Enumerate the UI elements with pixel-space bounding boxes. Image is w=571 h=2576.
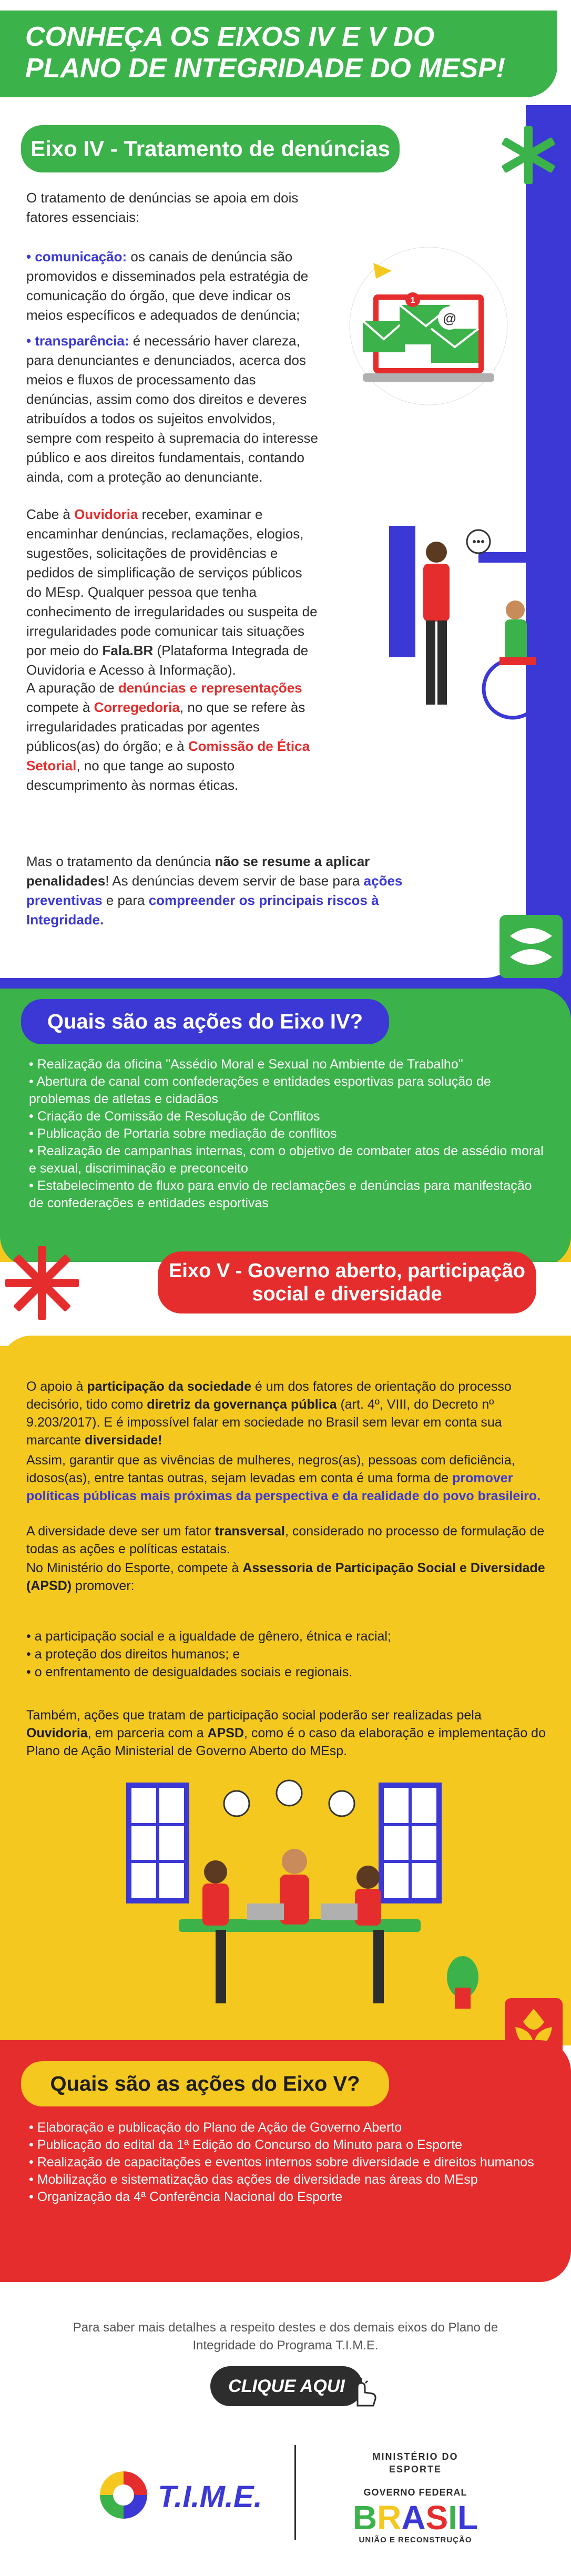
meeting-illustration xyxy=(116,1772,484,2014)
list-item-text: Estabelecimento de fluxo para envio de reclamações e denúncias para manifestação de confederações e entidades esportivas xyxy=(29,1178,532,1210)
text-run: promover: xyxy=(72,1579,135,1593)
text-run: Mas o tratamento da denúncia xyxy=(26,853,215,869)
email-laptop-illustration xyxy=(342,242,515,410)
eixo5-bullets xyxy=(26,1627,547,1681)
acoes4-list xyxy=(29,1056,549,1212)
text-run-emph: Ouvidoria xyxy=(26,1726,88,1740)
text-run-emph: promover políticas públicas mais próximas da perspectiva e da realidade do povo brasileiro. xyxy=(26,1471,541,1503)
text-run-emph: participação da sociedade xyxy=(87,1379,251,1394)
eixo4-paragraph-penalidades xyxy=(26,852,410,930)
eixo4-bullet-comunicacao: • comunicação: os canais de denúncia são promovidos e disseminados pela estratégia de comunicação do órgão, que deve indicar os meios específicos e adequados de denúncia; xyxy=(26,249,309,323)
ministerio-line1: MINISTÉRIO DO xyxy=(372,2451,458,2462)
eixo4-intro: O tratamento de denúncias se apoia em dois fatores essenciais: xyxy=(26,190,299,225)
text-run-emph: denúncias e representações xyxy=(118,680,302,696)
text-run: e para xyxy=(102,892,149,908)
eixo4-bullet-transparencia: • transparência: é necessário haver clareza, para denunciantes e denunciados, acerca dos meios e fluxos de processamento das denúncias, assim como dos direitos e deveres atribuídos a todos os sujeitos envolvidos, sempre com respeito à supremacia do interesse público e aos direitos fundamentais, contando ainda, com a proteção ao denunciante. xyxy=(26,333,318,485)
bullet-label: transparência: xyxy=(35,333,129,349)
eixo5-paragraph-apoio xyxy=(26,1378,547,1449)
footer-divider xyxy=(294,2445,296,2540)
text-run-emph: Corregedoria xyxy=(94,699,180,715)
text-run: ! As denúncias devem servir de base para xyxy=(105,873,364,889)
list-item: • Mobilização e sistematização das ações de diversidade nas áreas do MEsp xyxy=(29,2172,478,2187)
list-item-text: Organização da 4ª Conferência Nacional do Esporte xyxy=(37,2190,343,2204)
list-item: • Publicação de Portaria sobre mediação de conflitos xyxy=(29,1126,337,1141)
text-run-emph: Assessoria de Participação Social e Diversidade (APSD) xyxy=(26,1561,545,1593)
list-item: • Realização de capacitações e eventos internos sobre diversidade e direitos humanos xyxy=(29,2155,534,2170)
ministerio-line2: ESPORTE xyxy=(389,2464,442,2475)
list-item-text: Mobilização e sistematização das ações de diversidade nas áreas do MEsp xyxy=(37,2172,478,2187)
eixo5-pill: Eixo V - Governo aberto, participação social e diversidade xyxy=(158,1251,536,1314)
text-run: , no que se refere às irregularidades praticadas por agentes públicos(as) do órgão; e à xyxy=(26,699,305,754)
ministerio-label xyxy=(326,2450,505,2476)
list-item: • Organização da 4ª Conferência Nacional do Esporte xyxy=(29,2190,343,2204)
eixo5-paragraph-transversal xyxy=(26,1522,547,1558)
list-item-text: Publicação do edital da 1ª Edição do Concurso do Minuto para o Esporte xyxy=(37,2137,463,2152)
time-logo-text: T.I.M.E. xyxy=(158,2480,262,2514)
text-run-emph: Fala.BR xyxy=(102,643,154,658)
text-run: Assim, garantir que as vivências de mulheres, negros(as), pessoas com deficiência, idosos(as), entre tantas outras, sejam levadas em conta é uma forma de xyxy=(26,1453,515,1485)
text-run: receber, examinar e encaminhar denúncias, reclamações, elogios, sugestões, solicitações de providências e pedidos de simplificação de serviços públicos do MEsp. Qualquer pessoa que tenha conhecimento de irregularidades ou suspeita de irregularidades pode comunicar tais situações por meio do xyxy=(26,506,318,658)
text-run-emph: diversidade! xyxy=(85,1433,162,1448)
text-run: O apoio à xyxy=(26,1379,87,1394)
eixo5-paragraph-ouvidoria xyxy=(26,1706,547,1760)
list-item-text: a proteção dos direitos humanos; e xyxy=(34,1647,240,1662)
list-item-text: a participação social e a igualdade de gênero, étnica e racial; xyxy=(34,1629,391,1644)
asterisk-icon xyxy=(499,126,557,184)
text-run: , no que tange ao suposto descumprimento às normas éticas. xyxy=(26,758,239,793)
text-run: é um dos fatores de orientação do processo decisório, tido como xyxy=(26,1379,512,1412)
list-item: • Publicação do edital da 1ª Edição do Concurso do Minuto para o Esporte xyxy=(29,2137,463,2152)
text-run: Cabe à xyxy=(26,506,75,522)
list-item: • o enfrentamento de desigualdades sociais e regionais. xyxy=(26,1665,353,1679)
list-item-text: Realização da oficina "Assédio Moral e Sexual no Ambiente de Trabalho" xyxy=(37,1057,463,1072)
clique-aqui-button[interactable] xyxy=(210,2366,363,2406)
list-item-text: o enfrentamento de desigualdades sociais e regionais. xyxy=(34,1665,353,1679)
text-run: , em parceria com a xyxy=(87,1726,208,1740)
list-item-text: Realização de capacitações e eventos internos sobre diversidade e direitos humanos xyxy=(37,2155,534,2170)
acoes5-list xyxy=(29,2119,549,2206)
uniao-label: UNIÃO E RECONSTRUÇÃO xyxy=(359,2536,472,2544)
text-run: compete à xyxy=(26,699,94,715)
text-run-emph: Comissão de Ética Setorial xyxy=(26,738,310,773)
time-logo-icon xyxy=(95,2466,152,2524)
eixo4-paragraph-ouvidoria xyxy=(26,505,321,680)
button-label: CLIQUE AQUI xyxy=(228,2376,345,2396)
hand-pointer-icon xyxy=(347,2377,379,2408)
acoes4-pill: Quais são as ações do Eixo IV? xyxy=(21,999,389,1044)
brasil-logo: BRASIL xyxy=(352,2499,478,2537)
eixo5-paragraph-apsd xyxy=(26,1559,547,1595)
list-item-text: Elaboração e publicação do Plano de Ação de Governo Aberto xyxy=(37,2120,402,2135)
list-item: • Realização de campanhas internas, com o objetivo de combater atos de assédio moral e sexual, discriminação e preconceito xyxy=(29,1144,544,1176)
text-run: , como é o caso da elaboração e implementação do Plano de Ação Ministerial de Governo Aberto do MEsp. xyxy=(26,1726,546,1758)
svg-text:1: 1 xyxy=(410,296,415,305)
text-run: A apuração de xyxy=(26,680,118,696)
text-run-emph: ações preventivas xyxy=(26,873,403,908)
text-run-emph: compreender os principais riscos à Integridade. xyxy=(26,892,379,928)
list-item-text: Criação de Comissão de Resolução de Conflitos xyxy=(37,1109,320,1124)
acoes5-pill: Quais são as ações do Eixo V? xyxy=(21,2061,389,2106)
leaf-icon xyxy=(499,915,563,978)
list-item: • Elaboração e publicação do Plano de Ação de Governo Aberto xyxy=(29,2120,402,2135)
text-run: Também, ações que tratam de participação social poderão ser realizadas pela xyxy=(26,1708,482,1723)
bullet-text: é necessário haver clareza, para denunciantes e denunciados, acerca dos meios e fluxos de processamento das denúncias, assim como dos direitos e deveres atribuídos a todos os sujeitos envolvidos, sempre com respeito à supremacia do interesse público e aos direitos fundamentais, contando ainda, com a proteção ao denunciante. xyxy=(26,333,318,485)
text-run: , considerado no processo de formulação de todas as ações e políticas estatais. xyxy=(26,1524,545,1556)
page-title: CONHEÇA OS EIXOS IV E V DO PLANO DE INTEGRIDADE DO MESP! xyxy=(25,22,505,84)
text-run-emph: transversal xyxy=(215,1524,285,1539)
list-item: • a proteção dos direitos humanos; e xyxy=(26,1647,240,1662)
text-run-emph: não se resume a aplicar penalidades xyxy=(26,853,370,889)
asterisk-icon xyxy=(5,1246,79,1320)
list-item: • Criação de Comissão de Resolução de Conflitos xyxy=(29,1109,320,1124)
text-run: No Ministério do Esporte, compete à xyxy=(26,1561,243,1575)
eixo4-paragraph-apuracao xyxy=(26,678,321,795)
people-wheelchair-illustration xyxy=(384,521,563,731)
bullet-text: os canais de denúncia são promovidos e disseminados pela estratégia de comunicação do órgão, que deve indicar os meios específicos e adequados de denúncia; xyxy=(26,249,309,323)
text-run: A diversidade deve ser um fator xyxy=(26,1524,215,1539)
svg-text:@: @ xyxy=(443,310,456,326)
text-run-emph: diretriz da governança pública xyxy=(147,1397,337,1412)
text-run: (Plataforma Integrada de Ouvidoria e Acesso à Informação). xyxy=(26,643,309,678)
bullet-label: comunicação: xyxy=(35,249,127,264)
list-item-text: Publicação de Portaria sobre mediação de conflitos xyxy=(37,1126,337,1141)
list-item: • a participação social e a igualdade de gênero, étnica e racial; xyxy=(26,1629,391,1644)
gov-federal-label: GOVERNO FEDERAL xyxy=(363,2487,467,2498)
list-item: • Abertura de canal com confederações e entidades esportivas para solução de problemas de atletas e cidadãos xyxy=(29,1074,491,1106)
text-run-emph: Ouvidoria xyxy=(74,506,138,522)
section-eixo5-corner xyxy=(0,1336,571,1378)
text-run: (art. 4º, VIII, do Decreto nº 9.203/2017). E é impossível falar em sociedade no Brasil sem levar em conta sua marcante xyxy=(26,1397,502,1448)
eixo5-paragraph-garantir xyxy=(26,1451,547,1505)
list-item-text: Realização de campanhas internas, com o objetivo de combater atos de assédio moral e sexual, discriminação e preconceito xyxy=(29,1144,544,1176)
list-item: • Estabelecimento de fluxo para envio de reclamações e denúncias para manifestação de confederações e entidades esportivas xyxy=(29,1178,532,1210)
footer-text: Para saber mais detalhes a respeito destes e dos demais eixos do Plano de Integridade do Programa T.I.M.E. xyxy=(73,2320,498,2353)
text-run-emph: APSD xyxy=(207,1726,244,1740)
list-item: • Realização da oficina "Assédio Moral e Sexual no Ambiente de Trabalho" xyxy=(29,1057,463,1072)
eixo4-pill: Eixo IV - Tratamento de denúncias xyxy=(21,125,400,172)
list-item-text: Abertura de canal com confederações e entidades esportivas para solução de problemas de atletas e cidadãos xyxy=(29,1074,491,1106)
